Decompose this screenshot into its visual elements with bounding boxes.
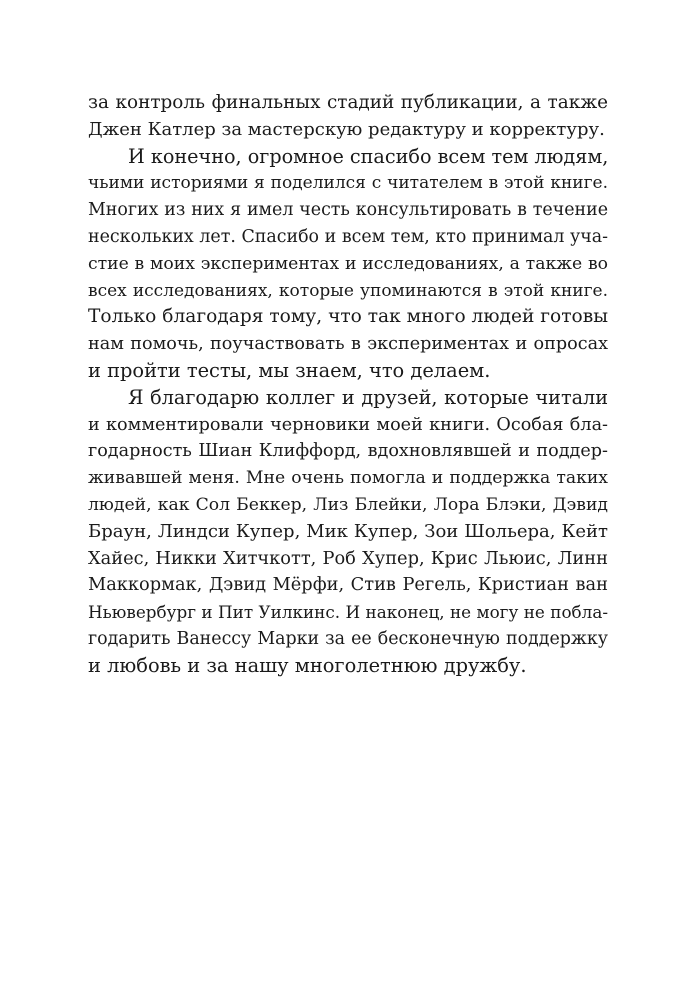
text-line: стие в моих экспериментах и исследованиях, а также во [88, 253, 608, 274]
text-line: и пройти тесты, мы знаем, что делаем. [88, 358, 491, 382]
text-line: годарить Ванессу Марки за ее бесконечную поддержку [88, 628, 608, 649]
text-line: нескольких лет. Спасибо и всем тем, кто принимал уча- [88, 226, 608, 247]
text-line: людей, как Сол Беккер, Лиз Блейки, Лора Блэки, Дэвид [88, 494, 608, 515]
text-line: Джен Катлер за мастерскую редактуру и корректуру. [88, 118, 605, 140]
text-line: Браун, Линдси Купер, Мик Купер, Зои Шольера, Кейт [88, 520, 608, 542]
text-line: И конечно, огромное спасибо всем тем людям, [128, 144, 609, 168]
text-line: чьими историями я поделился с читателем в этой книге. [88, 173, 608, 194]
text-line: Только благодаря тому, что так много людей готовы [88, 306, 608, 328]
paragraph-3 [88, 385, 608, 680]
text-line: годарность Шиан Клиффорд, вдохновлявшей и поддер- [88, 441, 608, 462]
text-line: всех исследованиях, которые упоминаются в этой книге. [88, 280, 608, 301]
text-line: Многих из них я имел честь консультировать в течение [88, 200, 608, 221]
text-line: и комментировали черновики моей книги. Особая бла- [88, 414, 608, 435]
paragraph-2 [88, 144, 608, 385]
paragraph-1 [88, 90, 608, 144]
text-line: Я благодарю коллег и друзей, которые читали [128, 385, 608, 409]
text-line: Маккормак, Дэвид Мёрфи, Стив Регель, Кристиан ван [88, 574, 608, 596]
page-body [88, 90, 608, 680]
text-line: Ньювербург и Пит Уилкинс. И наконец, не могу не побла- [88, 602, 608, 623]
text-line: живавшей меня. Мне очень помогла и поддержка таких [88, 468, 608, 489]
text-line: нам помочь, поучаствовать в экспериментах и опросах [88, 334, 608, 355]
text-line: Хайес, Никки Хитчкотт, Роб Хупер, Крис Льюис, Линн [88, 547, 608, 569]
text-line: за контроль финальных стадий публикации, а также [88, 92, 608, 113]
text-line: и любовь и за нашу многолетнюю дружбу. [88, 653, 527, 677]
